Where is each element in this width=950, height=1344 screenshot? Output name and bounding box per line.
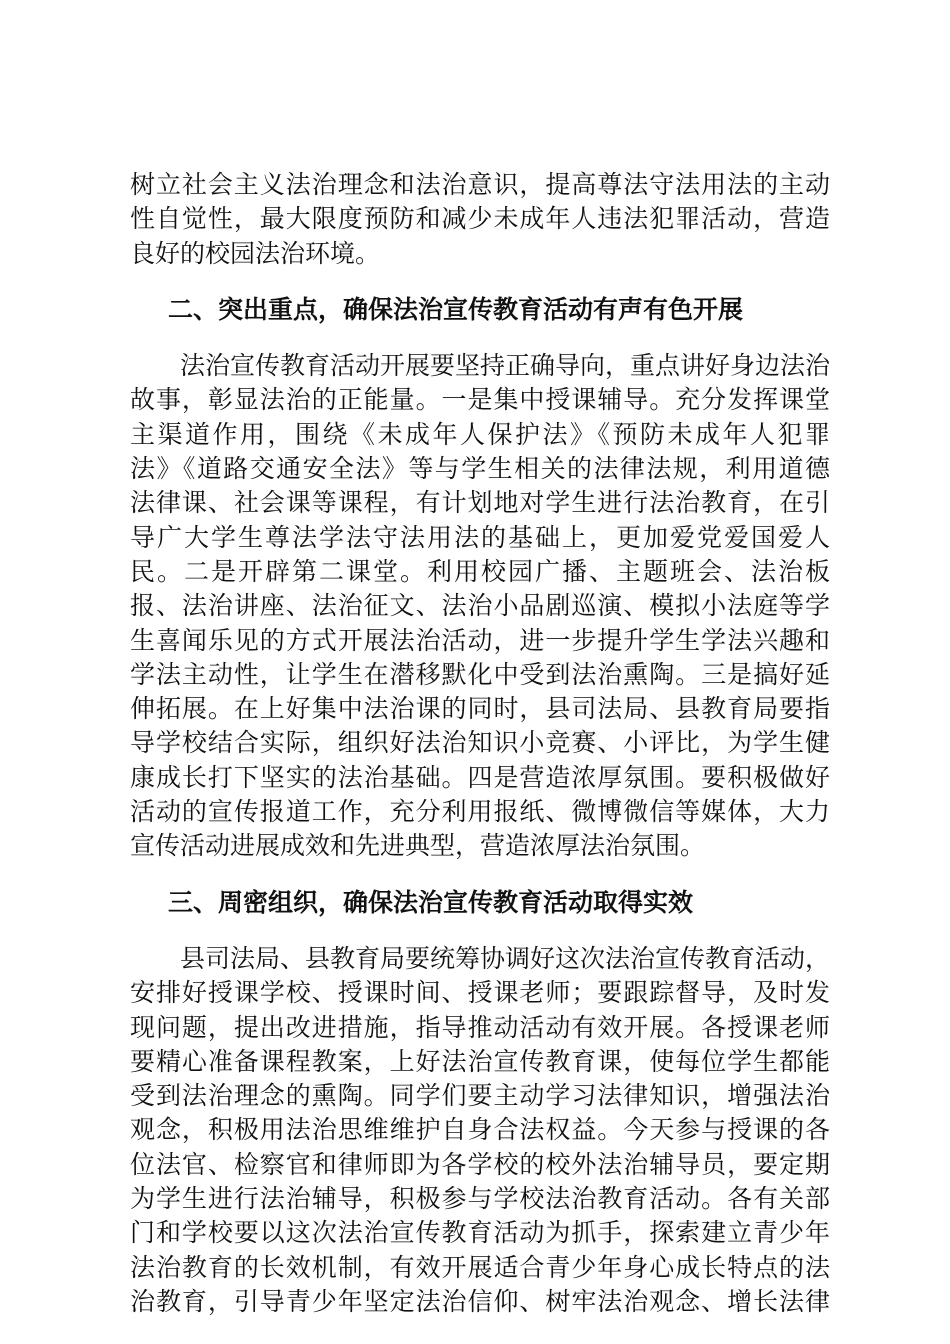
paragraph-1 <box>130 168 830 271</box>
text-line: 生喜闻乐见的方式开展法治活动，进一步提升学生学法兴趣和 <box>130 625 830 655</box>
text-line: 法》《道路交通安全法》等与学生相关的法律法规，利用道德 <box>130 454 830 484</box>
text-line: 导学校结合实际，组织好法治知识小竞赛、小评比，为学生健 <box>130 728 830 758</box>
section-2-heading: 二、突出重点，确保法治宣传教育活动有声有色开展 <box>168 294 744 324</box>
text-line: 观念，积极用法治思维维护自身合法权益。今天参与授课的各 <box>130 1115 830 1145</box>
text-line: 治教育，引导青少年坚定法治信仰、树牢法治观念、增长法律 <box>130 1286 830 1316</box>
text-line: 门和学校要以这次法治宣传教育活动为抓手，探索建立青少年 <box>130 1218 830 1248</box>
text-line: 伸拓展。在上好集中法治课的同时，县司法局、县教育局要指 <box>130 694 830 724</box>
section-3-heading: 三、周密组织，确保法治宣传教育活动取得实效 <box>168 887 694 917</box>
text-line: 安排好授课学校、授课时间、授课老师；要跟踪督导，及时发 <box>130 978 830 1008</box>
text-line: 主渠道作用，围绕《未成年人保护法》《预防未成年人犯罪 <box>130 419 830 449</box>
text-line: 报、法治讲座、法治征文、法治小品剧巡演、模拟小法庭等学 <box>130 591 830 621</box>
section-3-body <box>130 942 830 1319</box>
text-line: 故事，彰显法治的正能量。一是集中授课辅导。充分发挥课堂 <box>130 385 830 415</box>
document-page <box>130 168 830 1319</box>
text-line: 法治宣传教育活动开展要坚持正确导向，重点讲好身边法治 <box>180 351 830 381</box>
text-line: 位法官、检察官和律师即为各学校的校外法治辅导员，要定期 <box>130 1149 830 1179</box>
text-line: 现问题，提出改进措施，指导推动活动有效开展。各授课老师 <box>130 1012 830 1042</box>
text-line: 宣传活动进展成效和先进典型，营造浓厚法治氛围。 <box>130 831 706 861</box>
section-2-body <box>130 349 830 863</box>
text-line: 县司法局、县教育局要统筹协调好这次法治宣传教育活动， <box>180 943 830 973</box>
text-line: 学法主动性，让学生在潜移默化中受到法治熏陶。三是搞好延 <box>130 659 830 689</box>
text-line: 为学生进行法治辅导，积极参与学校法治教育活动。各有关部 <box>130 1184 830 1214</box>
text-line: 导广大学生尊法学法守法用法的基础上，更加爱党爱国爱人 <box>130 522 830 552</box>
text-line: 树立社会主义法治理念和法治意识，提高尊法守法用法的主动 <box>130 170 830 199</box>
text-line: 要精心准备课程教案，上好法治宣传教育课，使每位学生都能 <box>130 1046 830 1076</box>
text-line: 法律课、社会课等课程，有计划地对学生进行法治教育，在引 <box>130 488 830 518</box>
text-line: 法治教育的长效机制，有效开展适合青少年身心成长特点的法 <box>130 1252 830 1282</box>
text-line: 受到法治理念的熏陶。同学们要主动学习法律知识，增强法治 <box>130 1081 830 1111</box>
text-line: 性自觉性，最大限度预防和减少未成年人违法犯罪活动，营造 <box>130 204 830 234</box>
text-line: 康成长打下坚实的法治基础。四是营造浓厚氛围。要积极做好 <box>130 762 830 792</box>
text-line: 活动的宣传报道工作，充分利用报纸、微博微信等媒体，大力 <box>130 797 830 827</box>
text-line: 良好的校园法治环境。 <box>130 238 381 268</box>
text-line: 民。二是开辟第二课堂。利用校园广播、主题班会、法治板 <box>130 556 830 586</box>
